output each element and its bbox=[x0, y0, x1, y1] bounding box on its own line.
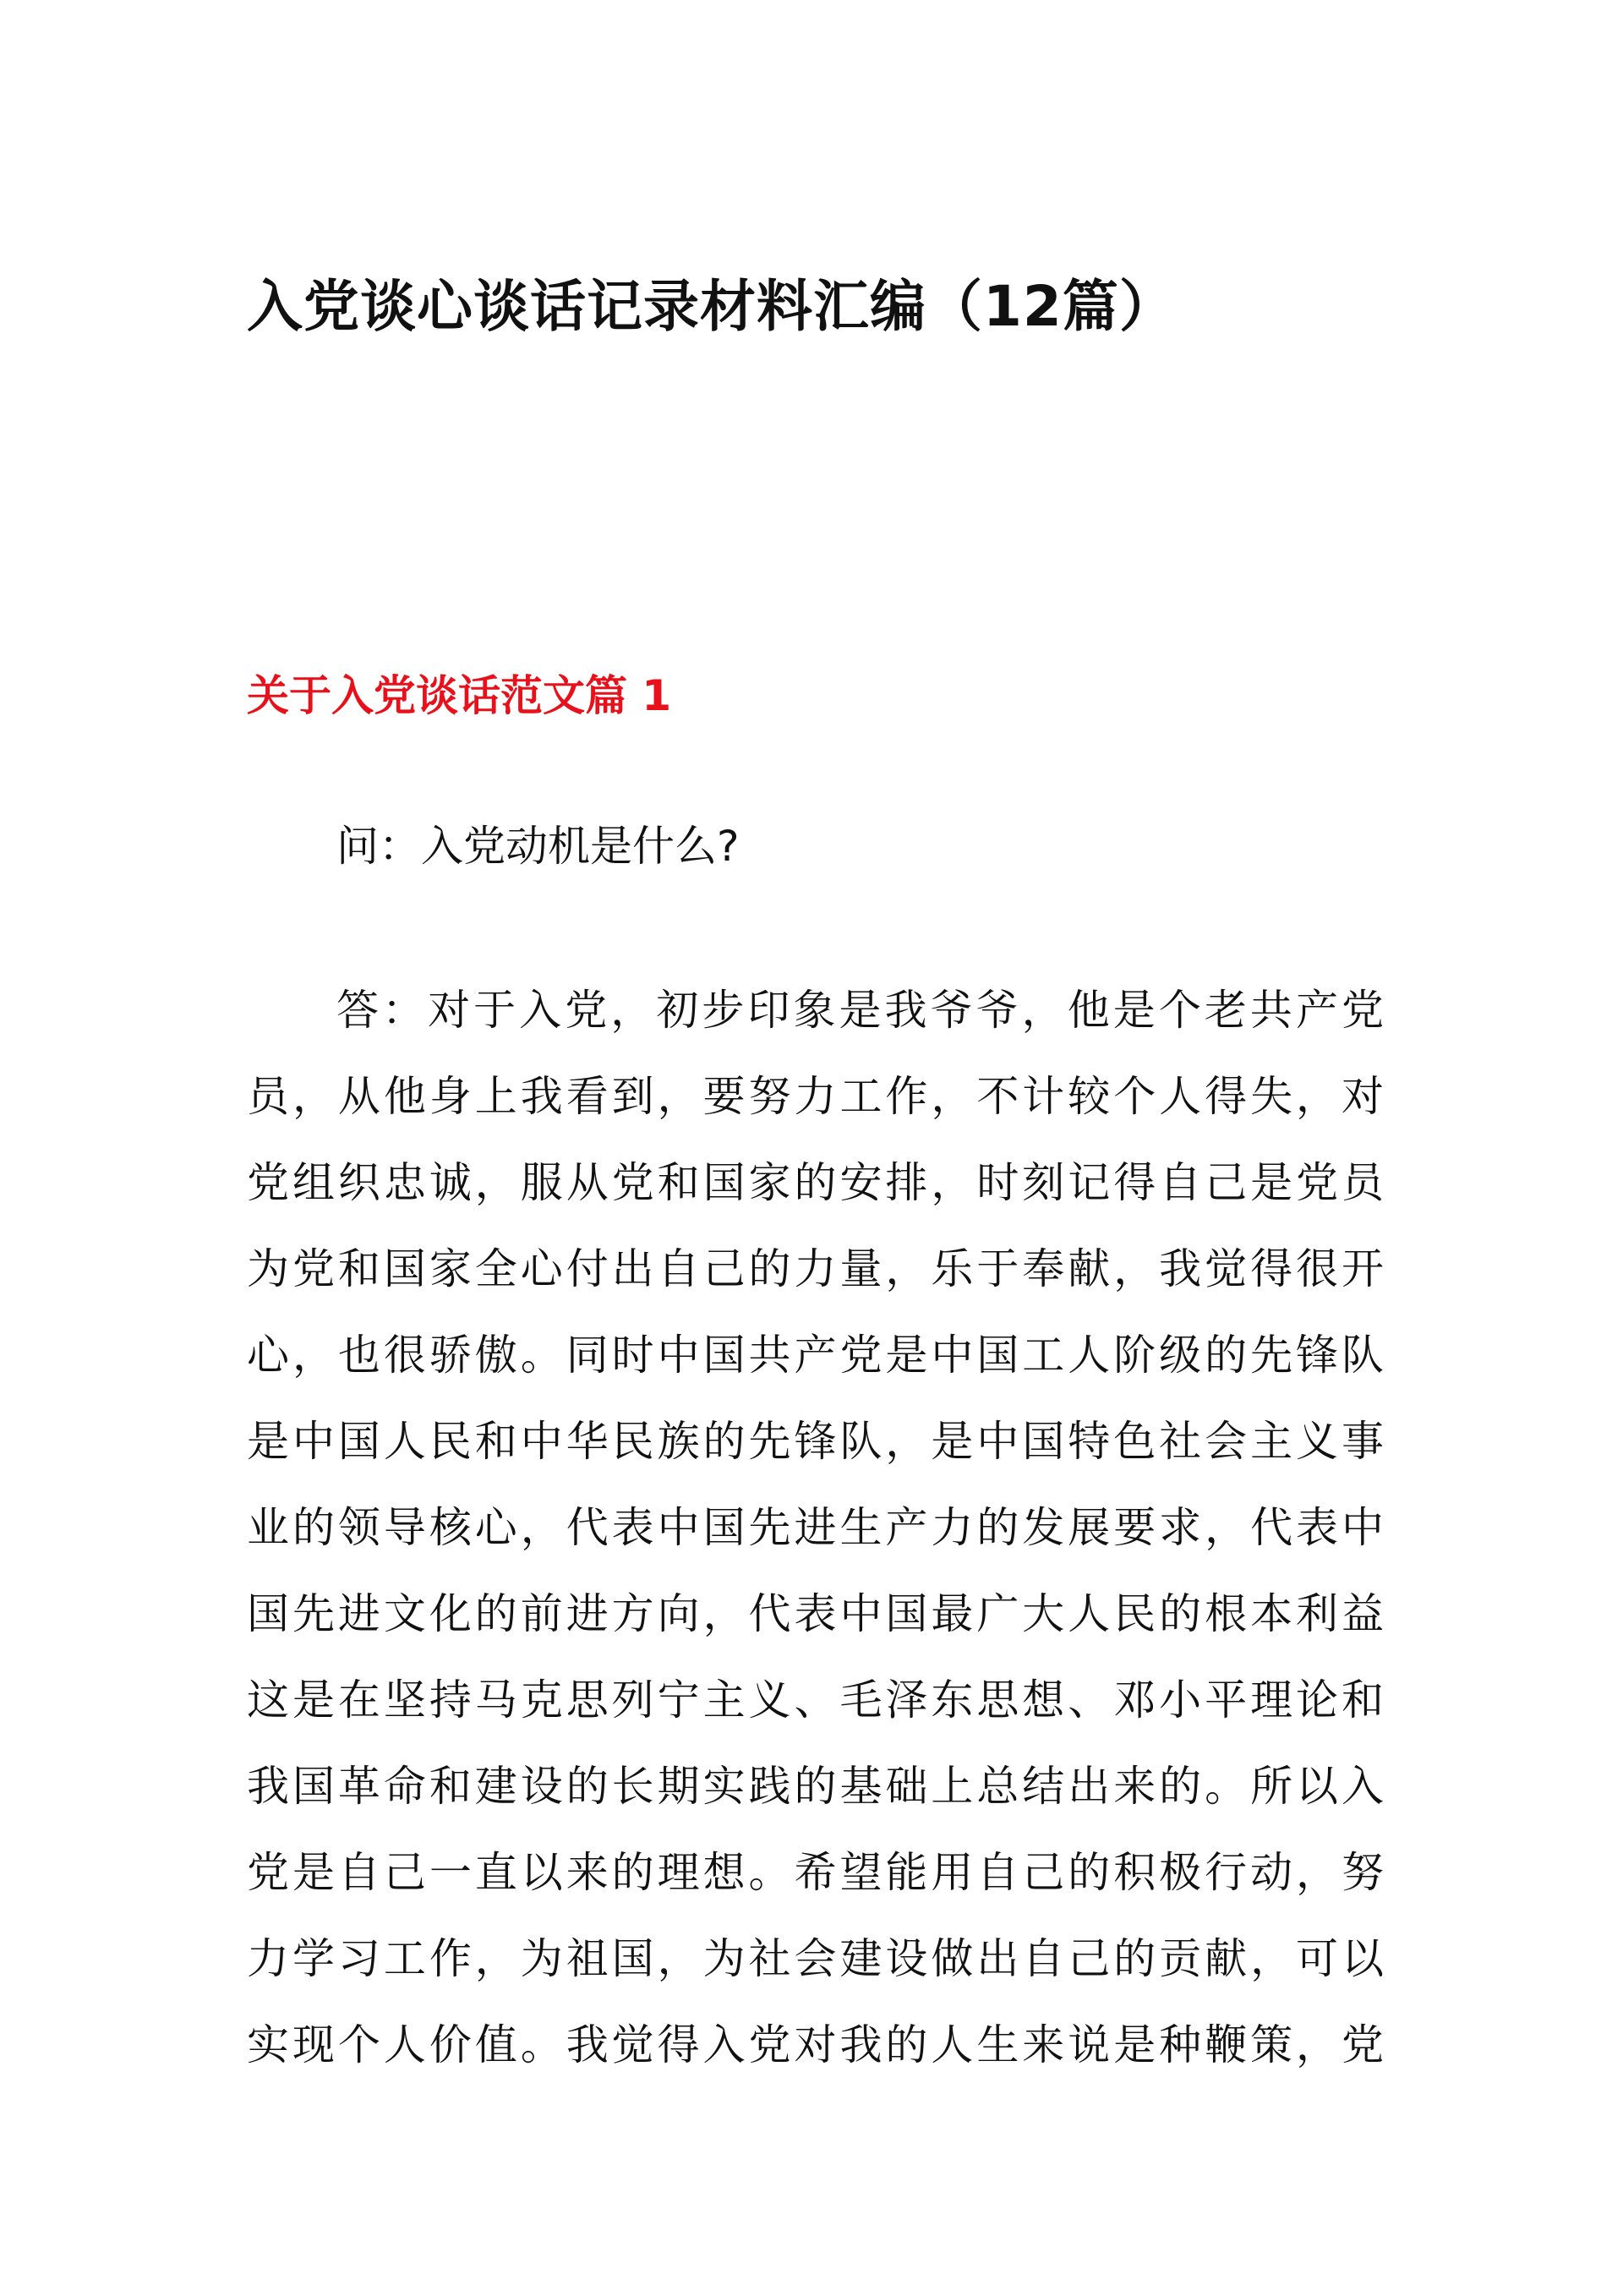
answer-line: 我国革命和建设的长期实践的基础上总结出来的。所以入 bbox=[247, 1762, 1384, 1811]
section-heading: 关于入党谈话范文篇 1 bbox=[247, 671, 672, 720]
answer-line: 员，从他身上我看到，要努力工作，不计较个人得失，对 bbox=[247, 1072, 1384, 1121]
answer-line: 答：对于入党，初步印象是我爷爷，他是个老共产党 bbox=[336, 986, 1384, 1035]
answer-line: 业的领导核心，代表中国先进生产力的发展要求，代表中 bbox=[247, 1503, 1384, 1552]
document-title: 入党谈心谈话记录材料汇编（12篇） bbox=[247, 274, 1176, 339]
answer-line: 为党和国家全心付出自己的力量，乐于奉献，我觉得很开 bbox=[247, 1244, 1384, 1293]
answer-line: 实现个人价值。我觉得入党对我的人生来说是种鞭策，党 bbox=[247, 2020, 1384, 2069]
answer-line: 国先进文化的前进方向，代表中国最广大人民的根本利益 bbox=[247, 1589, 1384, 1638]
answer-line: 心，也很骄傲。同时中国共产党是中国工人阶级的先锋队 bbox=[247, 1331, 1384, 1380]
answer-line: 力学习工作，为祖国，为社会建设做出自己的贡献，可以 bbox=[247, 1934, 1384, 1983]
answer-line: 这是在坚持马克思列宁主义、毛泽东思想、邓小平理论和 bbox=[247, 1676, 1384, 1725]
answer-line: 党是自己一直以来的理想。希望能用自己的积极行动，努 bbox=[247, 1848, 1384, 1897]
question-paragraph: 问：入党动机是什么? bbox=[336, 822, 740, 871]
answer-line: 党组织忠诚，服从党和国家的安排，时刻记得自己是党员 bbox=[247, 1158, 1384, 1207]
answer-line: 是中国人民和中华民族的先锋队，是中国特色社会主义事 bbox=[247, 1417, 1384, 1466]
answer-paragraph bbox=[247, 967, 1384, 2088]
